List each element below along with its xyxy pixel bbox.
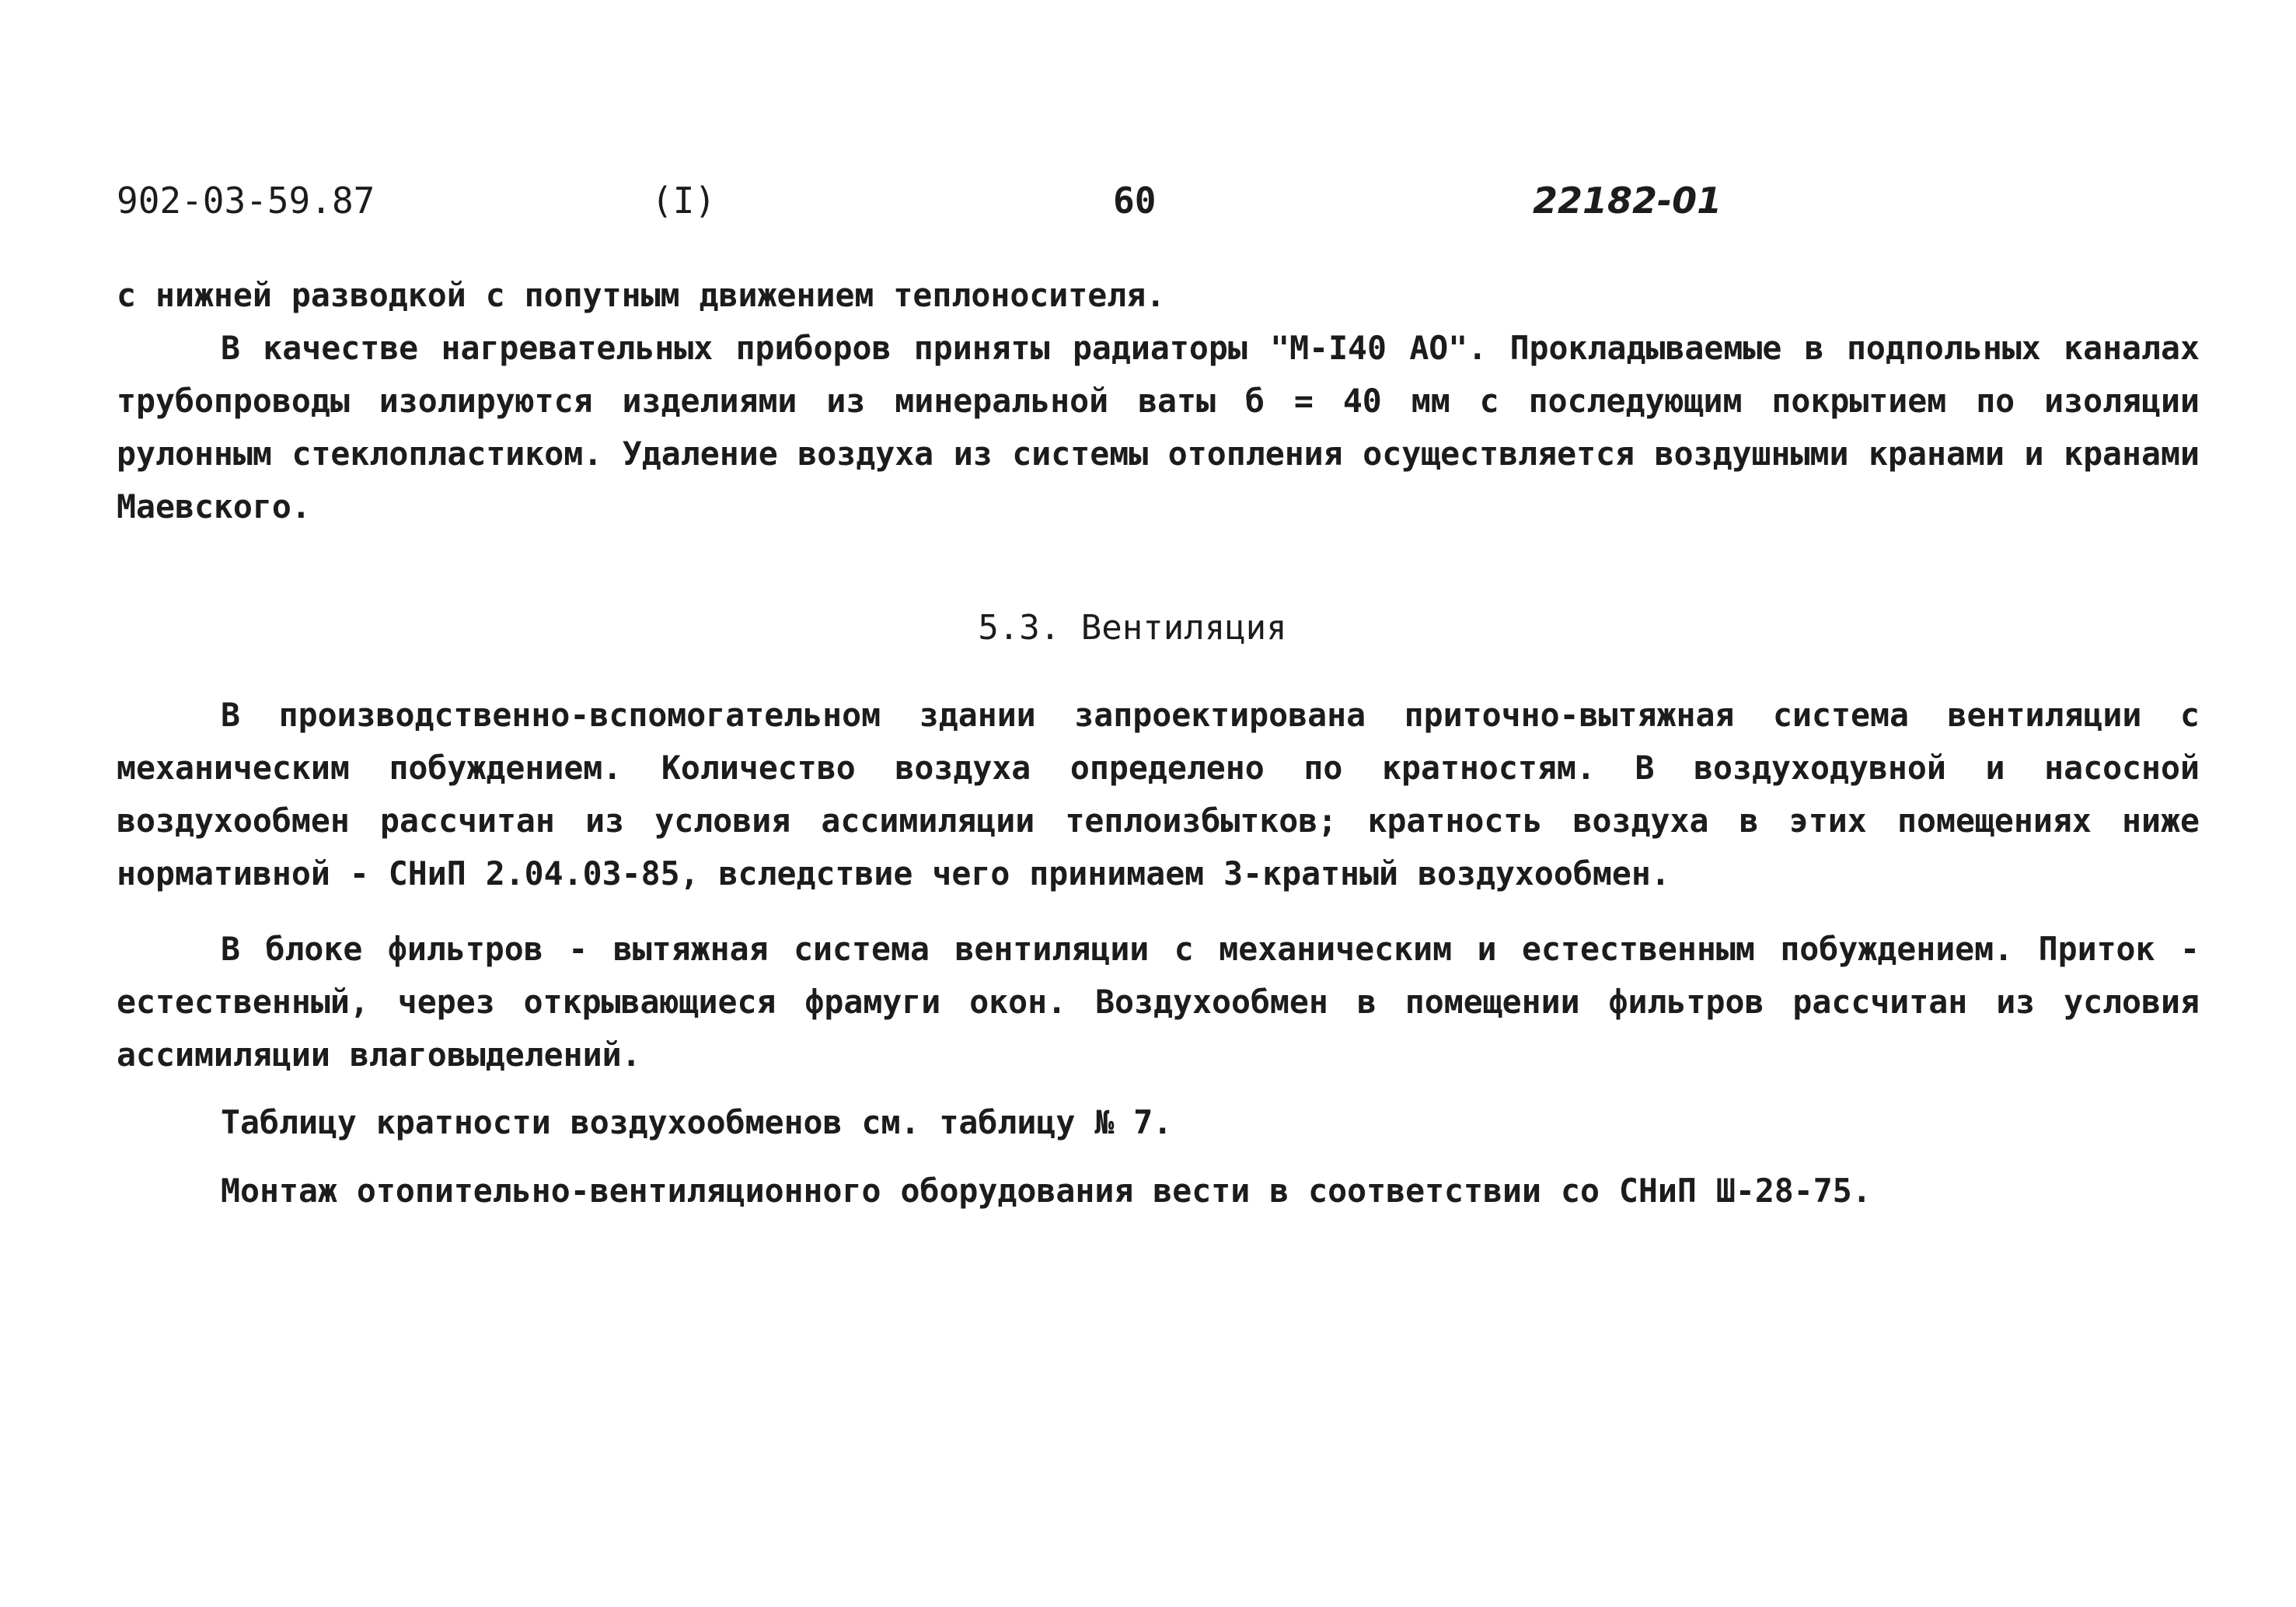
page-number: 60	[1113, 180, 1157, 222]
ventilation-paragraph-2-block	[117, 923, 2200, 1081]
section-heading-text: 5.3. Вентиляция	[978, 608, 1287, 648]
installation-line: Монтаж отопительно-вентиляционного оборудования вести в соответствии со СНиП Ш-28-75.	[221, 1172, 1872, 1210]
ventilation-paragraph-1-block	[117, 689, 2200, 900]
heating-section-text	[117, 269, 2200, 533]
heating-continuation-line: с нижней разводкой с попутным движением теплоносителя.	[117, 276, 1166, 314]
table-reference-line: Таблицу кратности воздухообменов см. таблицу № 7.	[221, 1103, 1173, 1141]
ventilation-paragraph-1: В производственно-вспомогательном здании запроектирована приточно-вытяжная система вентиляции с механическим побуждением. Количество воздуха определено по кратностям. В воздуходувной и насосной воздухообмен рассчитан из условия ассимиляции теплоизбытков; кратность воздуха в этих помещениях ниже нормативной - СНиП 2.04.03-85, вследствие чего принимаем 3-кратный воздухообмен.	[117, 696, 2200, 893]
section-heading	[0, 602, 2296, 655]
ventilation-paragraph-2: В блоке фильтров - вытяжная система вентиляции с механическим и естественным побуждением. Приток - естественный, через открывающиеся фрамуги окон. Воздухообмен в помещении фильтров рассчитан из условия ассимиляции влаговыделений.	[117, 930, 2200, 1074]
volume-number: (I)	[651, 180, 717, 222]
document-code: 902-03-59.87	[117, 180, 375, 222]
heating-paragraph: В качестве нагревательных приборов приняты радиаторы "М-I40 АО". Прокладываемые в подпольных каналах трубопроводы изолируются изделиями из минеральной ваты б = 40 мм с последующим покрытием по изоляции рулонным стеклопластиком. Удаление воздуха из системы отопления осуществляется воздушными кранами и кранами Маевского.	[117, 329, 2200, 526]
inventory-number: 22182-01	[1533, 180, 1722, 222]
